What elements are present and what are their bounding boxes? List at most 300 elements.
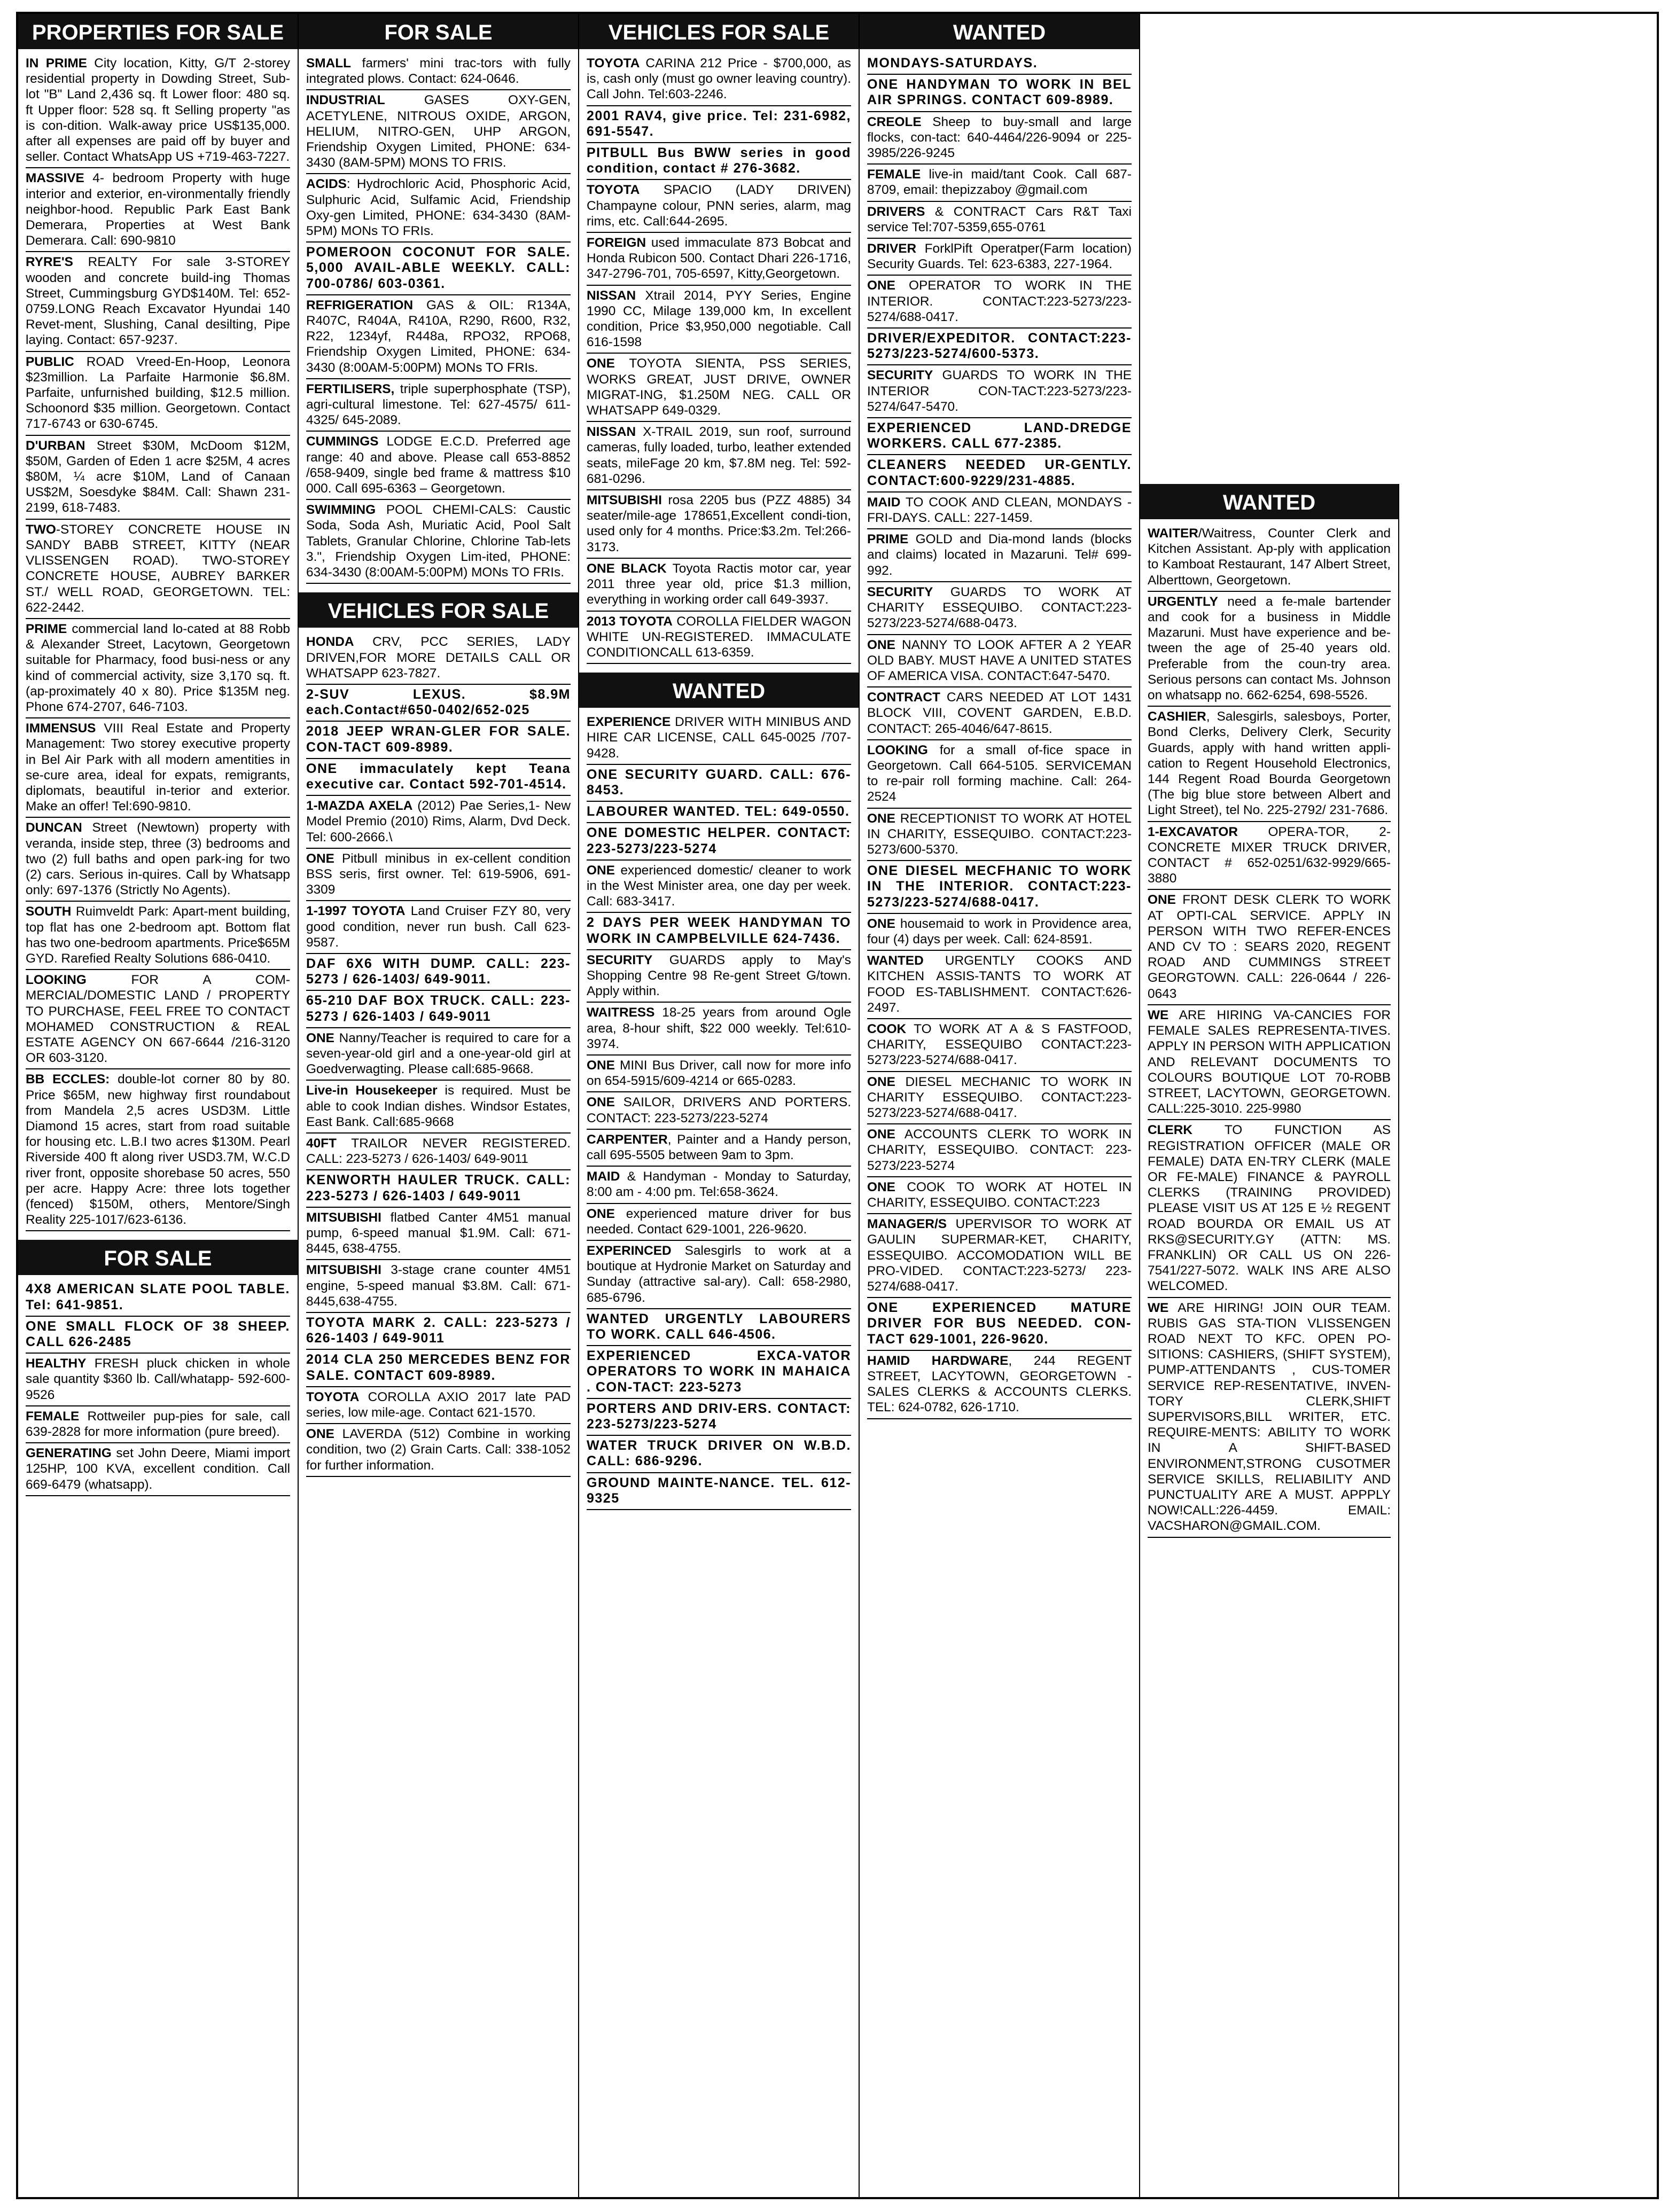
ad-lead: MANAGER/S <box>867 1217 947 1232</box>
classified-ad <box>867 276 1132 329</box>
classified-ad <box>867 635 1132 688</box>
ad-text: Street $30M, McDoom $12M, $50M, Garden of Eden 1 acre $25M, 4 acres $80M, ¼ acre $10M, Land of Canaan US$2M, Soesdyke $84M. Call: Shawn 231-2199, 618-7483. <box>26 438 290 515</box>
classified-ad <box>306 954 571 991</box>
ad-text: TO WORK AT A & S FASTFOOD, CHARITY, ESSEQUIBO CONTACT:223-5273/223-5274/688-0417. <box>867 1021 1132 1068</box>
ad-text: commercial land lo-cated at 88 Robb & Alexander Street, Lacytown, Georgetown suitable for Pharmacy, food busi-ness or any kind of commercial activity, size 3,170 sq. ft. (ap-proximately 40 x 80). Price $135M neg. Phone 674-2707, 646-7103. <box>26 621 290 714</box>
ad-lead: SWIMMING <box>306 503 376 518</box>
ad-text: , 244 REGENT STREET, LACYTOWN, GEORGETOWN - SALES CLERKS & ACCOUNTS CLERKS. TEL: 624-0782, 626-1710. <box>867 1353 1132 1415</box>
ad-lead: ONE <box>867 1074 895 1089</box>
column-vehicles-for-sale <box>579 14 860 2197</box>
classified-ad <box>587 422 851 490</box>
ad-lead: MASSIVE <box>26 171 84 186</box>
ad-text: GAS & OIL: R134A, R407C, R404A, R410A, R290, R600, R32, R22, 1234yf, R448a, RPO32, RPO68, Friendship Oxygen Limited, PHONE: 634-3430 (8:00AM-5:00PM) MONs TO FRIs. <box>306 298 571 375</box>
classified-ad <box>1148 1298 1391 1538</box>
ad-lead: RYRE'S <box>26 255 73 270</box>
ad-lead: ONE DOMESTIC HELPER. CONTACT: 223-5273/223-5274 <box>587 825 851 856</box>
ad-list <box>306 632 571 1477</box>
ad-list <box>587 712 851 1510</box>
classified-ad <box>867 493 1132 529</box>
ad-lead: ONE DIESEL MECFHANIC TO WORK IN THE INTERIOR. CONTACT:223-5273/223-5274/688-0417. <box>867 863 1132 910</box>
classified-ad <box>587 1092 851 1129</box>
ad-text: : Hydrochloric Acid, Phosphoric Acid, Sulphuric Acid, Sulfamic Acid, Friendship Oxy-gen Limited, PHONE: 634-3430 (8AM-5PM) MONs TO FRIs. <box>306 177 571 239</box>
classified-ad <box>867 455 1132 492</box>
ad-lead: CUMMINGS <box>306 434 379 449</box>
ad-text: LODGE E.C.D. Preferred age range: 40 and above. Please call 653-8852 /658-9409, single bed frame & mattress $10 000. Call 695-6363 – Georgetown. <box>306 434 571 496</box>
ad-text: SAILOR, DRIVERS AND PORTERS. CONTACT: 223-5273/223-5274 <box>587 1095 851 1125</box>
ad-text: Xtrail 2014, PYY Series, Engine 1990 CC, Milage 139,000 km, In excellent condition, Price $3,950,000 negotiable. Call 616-1598 <box>587 288 851 350</box>
ad-lead: ONE immaculately kept Teana executive car. Contact 592-701-4514. <box>306 761 571 792</box>
classified-ad <box>306 632 571 685</box>
classified-ad <box>306 90 571 174</box>
section-header-vehicles-for-sale: VEHICLES FOR SALE <box>579 14 859 49</box>
ad-lead: MITSUBISHI <box>587 493 662 508</box>
classified-ad <box>1148 1120 1391 1298</box>
ad-lead: CONTRACT <box>867 690 940 705</box>
ad-text: NANNY TO LOOK AFTER A 2 YEAR OLD BABY. MUST HAVE A UNITED STATES OF AMERICA VISA. CONTACT:647-5470. <box>867 637 1132 683</box>
classified-ad <box>587 1056 851 1092</box>
classified-ad <box>306 1134 571 1170</box>
ad-lead: EXPERINCED <box>587 1244 672 1258</box>
ad-text: set John Deere, Miami import 125HP, 100 KVA, excellent condition. Call 669-6479 (whatsapp). <box>26 1446 290 1492</box>
classified-ad <box>867 202 1132 239</box>
ad-lead: FEMALE <box>26 1409 80 1424</box>
ad-lead: SECURITY <box>867 368 933 383</box>
ad-lead: ONE BLACK <box>587 561 667 576</box>
classified-ad <box>306 722 571 759</box>
ad-lead: ONE SECURITY GUARD. CALL: 676-8453. <box>587 767 851 798</box>
classified-ad <box>587 861 851 913</box>
classifieds-page <box>16 12 1659 2199</box>
classified-ad <box>26 1354 290 1406</box>
classified-ad <box>306 685 571 722</box>
classified-ad <box>867 740 1132 809</box>
ad-text: TOYOTA SIENTA, PSS SERIES, WORKS GREAT, JUST DRIVE, OWNER MIGRAT-ING, $1.250M NEG. CALL OR WHATSAPP 649-0329. <box>587 356 851 418</box>
classified-ad <box>587 1241 851 1309</box>
ad-lead: FOREIGN <box>587 236 646 251</box>
classified-ad <box>867 239 1132 276</box>
ad-lead: ONE <box>1148 893 1176 908</box>
classified-ad <box>867 1298 1132 1351</box>
classified-ad <box>306 1260 571 1313</box>
ad-text: farmers' mini trac-tors with fully integrated plows. Contact: 624-0646. <box>306 56 571 87</box>
ad-text: TRAILOR NEVER REGISTERED. CALL: 223-5273 / 626-1403/ 649-9011 <box>306 1136 571 1167</box>
classified-ad <box>306 1028 571 1081</box>
ad-lead: 4X8 AMERICAN SLATE POOL TABLE. Tel: 641-9851. <box>26 1281 290 1312</box>
classified-ad <box>867 1177 1132 1214</box>
classified-ad <box>26 619 290 718</box>
classified-ad <box>587 1473 851 1510</box>
classified-ad <box>587 950 851 1003</box>
ad-lead: NISSAN <box>587 288 636 303</box>
ad-lead: PRIME <box>867 532 909 547</box>
classified-ad <box>26 53 290 168</box>
classified-ad <box>867 951 1132 1019</box>
classified-ad <box>587 143 851 180</box>
ad-lead: PUBLIC <box>26 354 74 369</box>
ad-lead: HAMID HARDWARE <box>867 1353 1009 1368</box>
ad-lead: DRIVER <box>867 241 917 256</box>
classified-ad <box>26 168 290 252</box>
ad-lead: ONE <box>867 278 895 293</box>
classified-ad <box>587 233 851 286</box>
ad-lead: EXPERIENCED EXCA-VATOR OPERATORS TO WORK IN MAHAICA . CON-TACT: 223-5273 <box>587 1348 851 1395</box>
ad-text: DIESEL MECHANIC TO WORK IN CHARITY ESSEQUIBO. CONTACT:223-5273/223-5274/688-0417. <box>867 1074 1132 1120</box>
ad-lead: TOYOTA <box>587 183 640 198</box>
classified-ad <box>587 765 851 802</box>
classified-ad <box>306 1313 571 1350</box>
classified-ad <box>26 818 290 902</box>
ad-lead: ONE <box>867 637 895 652</box>
ad-lead: TOYOTA <box>587 56 640 71</box>
ad-lead: PORTERS AND DRIV-ERS. CONTACT: 223-5273/223-5274 <box>587 1401 851 1432</box>
ad-text: SPACIO (LADY DRIVEN) Champayne colour, PNN series, alarm, mag rims, etc. Call:644-2695. <box>587 183 851 229</box>
classified-ad <box>26 520 290 619</box>
classified-ad <box>587 354 851 422</box>
ad-lead: 2001 RAV4, give price. Tel: 231-6982, 691-5547. <box>587 108 851 139</box>
ad-text: experienced mature driver for bus needed. Contact 629-1001, 226-9620. <box>587 1206 851 1237</box>
ad-text: OPERA-TOR, 2- CONCRETE MIXER TRUCK DRIVER, CONTACT # 652-0251/632-9929/665-3880 <box>1148 824 1391 886</box>
classified-ad <box>587 286 851 354</box>
classified-ad <box>306 1081 571 1134</box>
classified-ad <box>306 174 571 243</box>
classified-ad <box>306 53 571 90</box>
ad-text: is required. Must be able to cook Indian dishes. Windsor Estates, East Bank. Call:685-9668 <box>306 1083 571 1129</box>
ad-lead: MITSUBISHI <box>306 1263 381 1278</box>
ad-text: Land Cruiser FZY 80, very good condition, never run bush. Call 623-9587. <box>306 904 571 950</box>
classified-ad <box>1148 523 1391 592</box>
classified-ad <box>587 1346 851 1399</box>
ad-text: rosa 2205 bus (PZZ 4885) 34 seater/mile-age 178651,Excellent condi-tion, used only for 4 months. Price:$3.2m. Tel:266-3173. <box>587 493 851 554</box>
ad-text: /Waitress, Counter Clerk and Kitchen Assistant. Ap-ply with application to Kamboat Restaurant, 147 Albert Street, Alberttown, Georgetown. <box>1148 526 1391 588</box>
ad-lead: LOOKING <box>867 742 928 757</box>
classified-ad <box>306 379 571 432</box>
ad-text: RECEPTIONIST TO WORK AT HOTEL IN CHARITY, ESSEQUIBO. CONTACT:223-5273/600-5370. <box>867 811 1132 857</box>
ad-text: GUARDS TO WORK IN THE INTERIOR CON-TACT:223-5273/223-5274/647-5470. <box>867 368 1132 414</box>
ad-text: 3-stage crane counter 4M51 engine, 5-speed manual $3.8M. Call: 671-8445,638-4755. <box>306 1263 571 1309</box>
classified-ad <box>587 1003 851 1056</box>
classified-ad <box>587 1167 851 1203</box>
ad-text: live-in maid/tant Cook. Call 687-8709, email: thepizzaboy @gmail.com <box>867 167 1132 198</box>
classified-ad <box>26 352 290 436</box>
ad-text: X-TRAIL 2019, sun roof, surround cameras, fully loaded, turbo, leather extended seats, mileFage 20 km, $7.8M neg. Tel: 592-681-0296. <box>587 425 851 486</box>
ad-text: ARE HIRING VA-CANCIES FOR FEMALE SALES REPRESENTA-TIVES. APPLY IN PERSON WITH APPLICATION AND RELEVANT DOCUMENTS TO COLOURS BOUTIQUE LOT 70-ROBB STREET, LACYTOWN, GEORGETOWN. CALL:225-3010. 225-9980 <box>1148 1007 1391 1116</box>
ad-text: ARE HIRING! JOIN OUR TEAM. RUBIS GAS STA-TION VLISSENGEN ROAD NEXT TO KFC. OPEN PO-SITIONS: CASHIERS, (SHIFT SYSTEM), PUMP-ATTENDANTS , CUS-TOMER SERVICE REP-RESENTATIVE, INVEN-TORY CLERK,SHIFT SUPERVISORS,BILL WRITER, ETC. REQUIRE-MENTS: ABILITY TO WORK IN A SHIFT-BASED ENVIRONMENT,STRONG CUSOTMER SERVICE SKILLS, RELIABILITY AND PUNCTUALITY ARE A MUST. APPPLY NOW!CALL:226-4459. EMAIL: VACSHARON@GMAIL.COM. <box>1148 1300 1391 1534</box>
classified-ad <box>26 1443 290 1496</box>
ad-text: URGENTLY COOKS AND KITCHEN ASSIS-TANTS TO WORK AT FOOD ES-TABLISHMENT. CONTACT:626-2497. <box>867 953 1132 1015</box>
ad-lead: URGENTLY <box>1148 594 1218 609</box>
classified-ad <box>867 1019 1132 1072</box>
ad-lead: ONE <box>306 1427 334 1442</box>
ad-lead: IMMENSUS <box>26 721 96 736</box>
ad-text: COOK TO WORK AT HOTEL IN CHARITY, ESSEQUIBO. CONTACT:223 <box>867 1179 1132 1210</box>
ad-lead: SECURITY <box>867 584 933 599</box>
ad-text: DRIVER WITH MINIBUS AND HIRE CAR LICENSE, CALL 645-0025 /707-9428. <box>587 715 851 761</box>
classified-ad <box>867 529 1132 582</box>
classified-ad <box>867 165 1132 201</box>
ad-text: LAVERDA (512) Combine in working condition, two (2) Grain Carts. Call: 338-1052 for further information. <box>306 1427 571 1473</box>
ad-lead: GENERATING <box>26 1446 112 1461</box>
ad-lead: CLEANERS NEEDED UR-GENTLY. CONTACT:600-9229/231-4885. <box>867 457 1132 488</box>
ad-text: (2012) Pae Series,1- New Model Premio (2010) Rims, Alarm, Dvd Deck. Tel: 600-2666.\ <box>306 799 571 845</box>
ad-lead: CARPENTER <box>587 1132 668 1147</box>
ad-text: OPERATOR TO WORK IN THE INTERIOR. CONTACT:223-5273/223-5274/688-0417. <box>867 278 1132 324</box>
ad-text: Street (Newtown) property with veranda, inside step, three (3) bedrooms and two (2) full baths and open park-ing for two (2) cars. Serious in-quires. Call by Whatsapp only: 697-1376 (Strictly No Agents). <box>26 820 290 898</box>
ad-text: need a fe-male bartender and cook for a business in Middle Mazaruni. Must have experience and be-tween the age of 25-40 years old. Preferable from the coun-try area. Serious persons can contact Ms. Johnson on whatsapp no. 662-6254, 698-5526. <box>1148 594 1391 703</box>
ad-text: -STOREY CONCRETE HOUSE IN SANDY BABB STREET, KITTY (NEAR VLISSENGEN ROAD). TWO-STOREY CONCRETE HOUSE, AUBREY BARKER ST./ WELL ROAD, GEORGETOWN. TEL: 622-2442. <box>26 522 290 615</box>
classified-ad <box>26 902 290 970</box>
column-properties-for-sale <box>18 14 299 2197</box>
ad-lead: NISSAN <box>587 425 636 440</box>
ad-lead: ONE <box>587 1058 615 1073</box>
ad-text: FRONT DESK CLERK TO WORK AT OPTI-CAL SERVICE. APPLY IN PERSON WITH TWO REFER-ENCES AND CV TO : SEARS 2020, REGENT ROAD AND CUMMINGS STREET GEORGTOWN. CALL: 226-0644 / 226-0643 <box>1148 893 1391 1001</box>
ad-lead: KENWORTH HAULER TRUCK. CALL: 223-5273 / 626-1403 / 649-9011 <box>306 1173 571 1203</box>
ad-text: UPERVISOR TO WORK AT GAULIN SUPERMAR-KET, CHARITY, ESSEQUIBO. ACCOMODATION WILL BE PRO-VIDED. CONTACT:223-5273/ 223-5274/688-0417. <box>867 1217 1132 1294</box>
classified-ad <box>306 1387 571 1424</box>
ad-lead: 65-210 DAF BOX TRUCK. CALL: 223-5273 / 626-1403 / 649-9011 <box>306 993 571 1024</box>
ad-lead: IN PRIME <box>26 56 87 71</box>
column-wanted-2 <box>1140 484 1399 2197</box>
ad-lead: 2 DAYS PER WEEK HANDYMAN TO WORK IN CAMPBELVILLE 624-7436. <box>587 915 851 946</box>
ad-lead: LABOURER WANTED. TEL: 649-0550. <box>587 804 850 819</box>
ad-lead: DRIVERS <box>867 204 925 219</box>
classified-ad <box>867 861 1132 914</box>
column-wanted <box>860 14 1140 2197</box>
ad-text: Ruimveldt Park: Apart-ment building, top flat has one 2-bedroom apt. Bottom flat has two one-bedroom apartments. Price$65M GYD. Rarefied Realty Solutions 686-0410. <box>26 904 290 966</box>
ad-lead: ONE <box>867 916 895 931</box>
ad-lead: BB ECCLES: <box>26 1072 110 1087</box>
ad-text: CARS NEEDED AT LOT 1431 BLOCK VIII, COVENT GARDEN, E.B.D. CONTACT: 265-4046/647-8615. <box>867 690 1132 736</box>
ad-text: MINI Bus Driver, call now for more info on 654-5915/609-4214 or 665-0283. <box>587 1058 851 1089</box>
ad-text: FRESH pluck chicken in whole sale quantity $360 lb. Call/whatapp- 592-600-9526 <box>26 1356 290 1402</box>
classified-ad <box>587 1436 851 1473</box>
ad-lead: ONE HANDYMAN TO WORK IN BEL AIR SPRINGS. CONTACT 609-8989. <box>867 77 1132 108</box>
ad-lead: REFRIGERATION <box>306 298 414 312</box>
ad-text: , Painter and a Handy person, call 695-5505 between 9am to 3pm. <box>587 1132 851 1162</box>
section-header-wanted: WANTED <box>579 673 859 708</box>
classified-ad <box>867 914 1132 951</box>
ad-text: FOR A COM-MERCIAL/DOMESTIC LAND / PROPERTY TO PURCHASE, FEEL FREE TO CONTACT MOHAMED CONSTRUCTION & REAL ESTATE AGENCY ON 667-6644 /216-3120 OR 603-3120. <box>26 973 290 1066</box>
classified-ad <box>867 53 1132 75</box>
ad-lead: 1-1997 TOYOTA <box>306 904 406 919</box>
ad-lead: TWO <box>26 522 56 537</box>
ad-text: Sheep to buy-small and large flocks, con-tact: 640-4464/226-9094 or 225-3985/226-9245 <box>867 114 1132 161</box>
ad-list <box>26 1279 290 1496</box>
ad-text: GUARDS apply to May's Shopping Centre 98 Re-gent Street G/town. Apply within. <box>587 952 851 999</box>
ad-lead: ONE <box>587 356 615 371</box>
ad-lead: ONE <box>867 1127 895 1142</box>
ad-text: housemaid to work in Providence area, four (4) days per week. Call: 624-8591. <box>867 916 1132 947</box>
section-header-wanted: WANTED <box>860 14 1139 49</box>
ad-lead: 1-MAZDA AXELA <box>306 799 413 814</box>
ad-lead: 2-SUV LEXUS. $8.9M each.Contact#650-0402/652-025 <box>306 686 571 718</box>
ad-text: triple superphosphate (TSP), agri-cultural limestone. Tel: 627-4575/ 611-4325/ 645-2089. <box>306 381 571 428</box>
classified-ad <box>867 1124 1132 1177</box>
ad-lead: SECURITY <box>587 952 653 967</box>
section-header-for-sale: FOR SALE <box>299 14 578 49</box>
ad-lead: COOK <box>867 1021 907 1036</box>
classified-ad <box>26 252 290 351</box>
classified-ad <box>26 436 290 520</box>
ad-lead: ONE <box>867 811 895 826</box>
ad-lead: CASHIER <box>1148 709 1206 724</box>
classified-ad <box>1148 707 1391 822</box>
ad-text: Pitbull minibus in ex-cellent condition BSS seris, first owner. Tel: 619-5906, 691-3309 <box>306 851 571 897</box>
classified-ad <box>26 1317 290 1354</box>
ad-lead: 2013 TOYOTA <box>587 614 673 629</box>
ad-text: 4- bedroom Property with huge interior and exterior, en-vironmentally friendly neighbor-hood. Republic Park East Bank Demerara, Properties at West Bank Demerara. Call: 690-9810 <box>26 171 290 248</box>
classified-ad <box>867 365 1132 418</box>
ad-text: experienced domestic/ cleaner to work in the West Minister area, one day per week. Call: 683-3417. <box>587 863 851 909</box>
ad-text: & CONTRACT Cars R&T Taxi service Tel:707-5359,655-0761 <box>867 204 1132 235</box>
ad-text: Rottweiler pup-pies for sale, call 639-2828 for more information (pure breed). <box>26 1409 290 1440</box>
classified-ad <box>306 243 571 295</box>
ad-lead: ONE <box>587 1206 615 1221</box>
classified-ad <box>306 991 571 1028</box>
classified-ad <box>306 1208 571 1261</box>
ad-text: POOL CHEMI-CALS: Caustic Soda, Soda Ash, Muriatic Acid, Pool Salt Tablets, Granular Chlorine, Chlorine Tab-lets 3.", Friendship Oxygen Lim-ited, PHONE: 634-3430 (8:00AM-5:00PM) MONs TO FRIs. <box>306 503 571 580</box>
ad-lead: SMALL <box>306 56 351 71</box>
ad-lead: WE <box>1148 1300 1169 1315</box>
classified-ad <box>587 106 851 143</box>
ad-lead: WANTED <box>867 953 924 968</box>
ad-lead: 2014 CLA 250 MERCEDES BENZ FOR SALE. CONTACT 609-8989. <box>306 1352 571 1383</box>
classified-ad <box>306 1350 571 1387</box>
ad-text: double-lot corner 80 by 80. Price $65M, new highway first roundabout from Mandela 2,5 acres USD3M. Little Diamond 15 acres, start from road suitable for housing etc. L.B.I two acres $130M. Pearl Riverside 400 ft along river USD3.7M, W.C.D river front, opposite shorebase 50 acres, 550 per acre. Happy Acre: three lots together (fenced) $150M, others, Mentore/Singh Reality 225-1017/623-6136. <box>26 1072 290 1228</box>
ad-lead: DRIVER/EXPEDITOR. CONTACT:223-5273/223-5274/600-5373. <box>867 331 1132 362</box>
ad-lead: WATER TRUCK DRIVER ON W.B.D. CALL: 686-9296. <box>587 1438 851 1469</box>
classified-ad <box>1148 1005 1391 1120</box>
classified-ad <box>306 1424 571 1477</box>
classified-ad <box>867 1351 1132 1419</box>
ad-text: REALTY For sale 3-STOREY wooden and concrete build-ing Thomas Street, Cummingsburg GYD$140M. Tel: 652-0759.LONG Reach Excavator Hyundai 140 Revet-ment, Slushing, Canal desilting, Pipe laying. Contact: 657-9237. <box>26 255 290 348</box>
ad-lead: D'URBAN <box>26 438 85 453</box>
ad-lead: ONE <box>587 863 615 878</box>
classified-ad <box>587 1204 851 1241</box>
ad-text: COROLLA FIELDER WAGON WHITE UN-REGISTERED. IMMACULATE CONDITIONCALL 613-6359. <box>587 614 851 660</box>
ad-lead: 40FT <box>306 1136 337 1151</box>
ad-text: Salesgirls to work at a boutique at Hydronie Market on Saturday and Sunday (attractive sal-ary). Call: 658-2980, 685-6796. <box>587 1244 851 1305</box>
ad-lead: TOYOTA MARK 2. CALL: 223-5273 / 626-1403 / 649-9011 <box>306 1315 571 1346</box>
ad-lead: MONDAYS-SATURDAYS. <box>867 56 1038 71</box>
classified-ad <box>26 1069 290 1231</box>
classified-ad <box>587 913 851 950</box>
ad-text: ROAD Vreed-En-Hoop, Leonora $23million. La Parfaite Harmonie $6.8M. Parfaite, unfurnished building, $12.5 million. Schoonord $35 million. Georgetown. Contact 717-6743 or 630-6745. <box>26 354 290 432</box>
ad-text: City location, Kitty, G/T 2-storey residential property in Dowding Street, Sub-lot "B" Land 2,436 sq. ft Lower floor: 480 sq. ft Upper floor: 528 sq. ft Selling property "as is con-dition. Walk-away price US$135,000. after all expenses are paid off by buyer and seller. Contact WhatsApp US +719-463-7227. <box>26 56 290 165</box>
ad-lead: EXPERIENCED LAND-DREDGE WORKERS. CALL 677-2385. <box>867 420 1132 451</box>
ad-text: COROLLA AXIO 2017 late PAD series, low mile-age. Contact 621-1570. <box>306 1389 571 1420</box>
ad-lead: ONE SMALL FLOCK OF 38 SHEEP. CALL 626-2485 <box>26 1318 290 1350</box>
section-header-properties-for-sale: PROPERTIES FOR SALE <box>18 14 298 49</box>
classified-ad <box>867 1214 1132 1298</box>
ad-lead: FEMALE <box>867 167 921 182</box>
classified-ad <box>26 1406 290 1443</box>
ad-lead: SOUTH <box>26 904 72 919</box>
ad-lead: TOYOTA <box>306 1389 360 1404</box>
ad-text: Toyota Ractis motor car, year 2011 three year old, price $1.3 million, everything in working order call 649-3937. <box>587 561 851 607</box>
ad-list <box>306 53 571 584</box>
ad-lead: HEALTHY <box>26 1356 87 1371</box>
ad-text: Nanny/Teacher is required to care for a seven-year-old girl and a one-year-old girl at Goedverwagting. Please call:685-9668. <box>306 1030 571 1077</box>
ad-lead: PITBULL Bus BWW series in good condition, contact # 276-3682. <box>587 145 851 176</box>
classified-ad <box>867 809 1132 862</box>
classified-ad <box>587 1399 851 1436</box>
ad-text: GOLD and Dia-mond lands (blocks and claims) located in Mazaruni. Tel# 699-992. <box>867 532 1132 578</box>
ad-lead: 1-EXCAVATOR <box>1148 824 1238 839</box>
ad-lead: CLERK <box>1148 1123 1193 1138</box>
ad-lead: FERTILISERS, <box>306 381 395 396</box>
classified-ad <box>587 490 851 559</box>
classified-ad <box>306 849 571 902</box>
ad-text: CARINA 212 Price - $700,000, as is, cash only (must go owner leaving country). Call John. Tel:603-2246. <box>587 56 851 102</box>
classified-ad <box>587 612 851 665</box>
ad-list <box>587 53 851 664</box>
ad-list <box>26 53 290 1231</box>
classified-ad <box>306 901 571 954</box>
classified-ad <box>867 687 1132 740</box>
section-header-for-sale: FOR SALE <box>18 1240 298 1275</box>
ad-lead: ONE <box>306 1030 334 1045</box>
ad-lead: ONE <box>587 1095 615 1110</box>
ad-text: CRV, PCC SERIES, LADY DRIVEN,FOR MORE DETAILS CALL OR WHATSAPP 623-7827. <box>306 635 571 681</box>
classified-ad <box>867 329 1132 365</box>
ad-text: for a small of-fice space in Georgetown. Call 664-5105. SERVICEMAN to re-pair roll forming machine. Call: 264-2524 <box>867 742 1132 804</box>
classified-ad <box>26 718 290 818</box>
classified-ad <box>306 295 571 379</box>
classified-ad <box>867 75 1132 112</box>
column-for-sale <box>299 14 579 2197</box>
classified-ad <box>306 759 571 796</box>
classified-ad <box>867 112 1132 165</box>
classified-ad <box>26 1279 290 1316</box>
ad-lead: MAID <box>587 1169 620 1184</box>
ad-text: GASES OXY-GEN, ACETYLENE, NITROUS OXIDE, ARGON, HELIUM, NITRO-GEN, UHP ARGON, Friendship Oxygen Limited, PHONE: 634-3430 (8AM-5PM) MONS TO FRIS. <box>306 93 571 170</box>
ad-lead: EXPERIENCE <box>587 715 671 730</box>
ad-text: 18-25 years from around Ogle area, 8-hour shift, $22 000 weekly. Tel:610-3974. <box>587 1005 851 1051</box>
ad-lead: DAF 6X6 WITH DUMP. CALL: 223-5273 / 626-1403/ 649-9011. <box>306 956 571 987</box>
ad-lead: Live-in Housekeeper <box>306 1083 438 1098</box>
ad-lead: ACIDS <box>306 177 347 192</box>
ad-lead: WE <box>1148 1007 1169 1022</box>
ad-lead: POMEROON COCONUT FOR SALE. 5,000 AVAIL-ABLE WEEKLY. CALL: 700-0786/ 603-0361. <box>306 245 571 291</box>
classified-ad <box>587 712 851 765</box>
classified-ad <box>587 53 851 106</box>
ad-text: flatbed Canter 4M51 manual pump, 6-speed manual $1.9M. Call: 671-8445, 638-4755. <box>306 1210 571 1256</box>
ad-text: TO FUNCTION AS REGISTRATION OFFICER (MALE OR FEMALE) DATA EN-TRY CLERK (MALE OR FE-MALE) FINANCE & PAYROLL CLERKS (TRAINING PROVIDED) PLEASE VISIT US AT 125 E ½ REGENT ROAD BOURDA OR EMAIL US AT RKS@SECURITY.GY (ATTN: MS. FRANKLIN) OR CALL US ON 226-7541/227-5072. WALK INS ARE ALSO WELCOMED. <box>1148 1123 1391 1294</box>
ad-lead: MITSUBISHI <box>306 1210 381 1225</box>
ad-lead: 2018 JEEP WRAN-GLER FOR SALE. CON-TACT 609-8989. <box>306 724 571 755</box>
ad-text: VIII Real Estate and Property Management: Two storey executive property in Bel Air Park with all modern amentities in se-cure area, ideal for expats, remigrants, diplomats, beautiful in-terior and exterior. Make an offer! Tel:690-9810. <box>26 721 290 814</box>
classified-ad <box>587 180 851 233</box>
ad-list <box>867 53 1132 1419</box>
ad-text: TO COOK AND CLEAN, MONDAYS - FRI-DAYS. CALL: 227-1459. <box>867 495 1132 526</box>
ad-text: & Handyman - Monday to Saturday, 8:00 am - 4:00 pm. Tel:658-3624. <box>587 1169 851 1200</box>
ad-lead: PRIME <box>26 621 67 636</box>
ad-lead: INDUSTRIAL <box>306 93 385 108</box>
classified-ad <box>587 1130 851 1167</box>
section-header-wanted: WANTED <box>1140 484 1398 519</box>
classified-ad <box>587 802 851 823</box>
classified-ad <box>1148 592 1391 707</box>
ad-text: used immaculate 873 Bobcat and Honda Rubicon 500. Contact Dhari 226-1716, 347-2796-701, 705-6597, Kitty,Georgetown. <box>587 236 851 282</box>
classified-ad <box>587 823 851 860</box>
ad-lead: HONDA <box>306 635 354 650</box>
classified-ad <box>306 1170 571 1207</box>
ad-lead: GROUND MAINTE-NANCE. TEL. 612-9325 <box>587 1475 851 1506</box>
ad-lead: ONE EXPERIENCED MATURE DRIVER FOR BUS NEEDED. CON-TACT 629-1001, 226-9620. <box>867 1300 1132 1347</box>
ad-lead: ONE <box>306 851 334 866</box>
ad-text: , Salesgirls, salesboys, Porter, Bond Clerks, Delivery Clerk, Security Guards, apply with hand written appli-cation to Regent Household Electronics, 144 Regent Road Bourda Georgetown (The big blue store between Albert and Light Street), tel No. 225-2792/ 231-7686. <box>1148 709 1391 818</box>
classified-ad <box>587 559 851 612</box>
